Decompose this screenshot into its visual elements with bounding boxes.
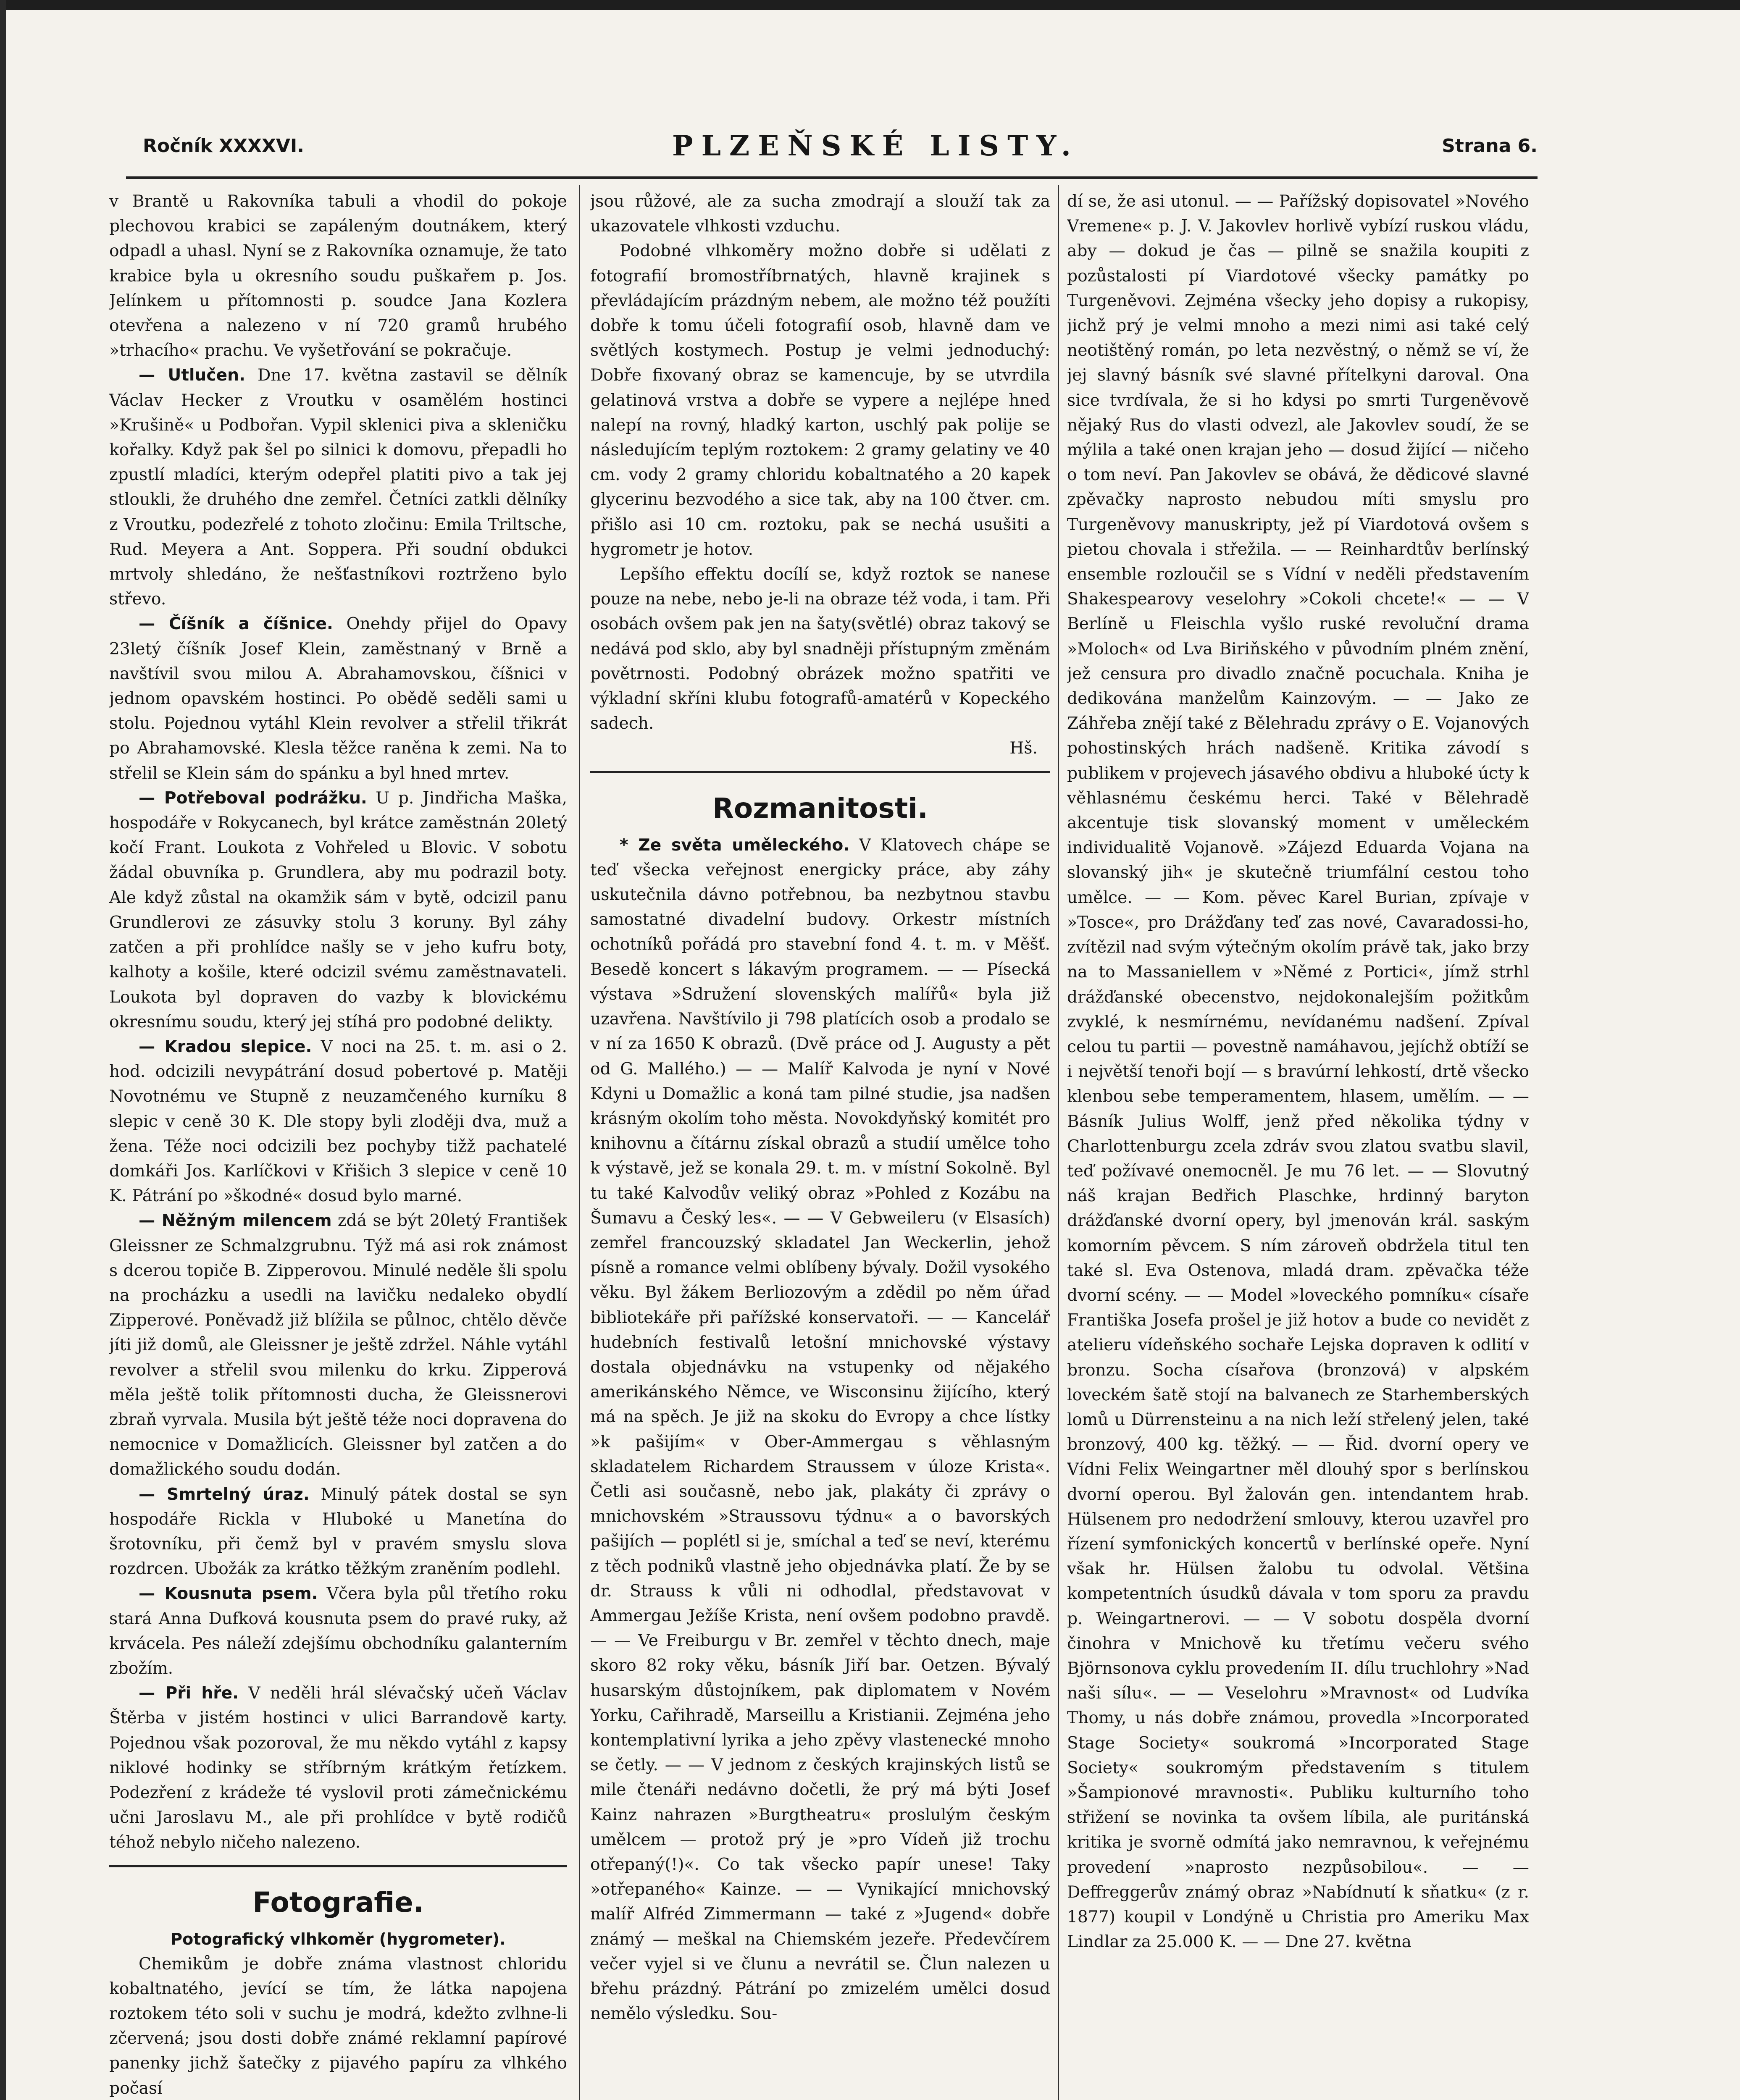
news-headline: — Potřeboval podrážku. [139, 788, 367, 808]
section-heading-rozmanitosti: Rozmanitosti. [712, 792, 928, 824]
news-item [109, 1034, 567, 1208]
news-headline: — Něžným milencem [139, 1211, 332, 1231]
author-signature: Hš. [1009, 739, 1038, 758]
news-body: Dne 17. května zastavil se dělník Václav Hecker z Vroutku v osamělém hostinci »Krušině« u Podbořan. Vypil sklenici piva a skleničku kořalky. Když pak šel po silnici k domovu, přepadli ho zpustlí mladíci, kterým odepřel platiti pivo a tak jej stloukli, že druhého dne zemřel. Četníci zatkli dělníky z Vroutku, podezřelé z tohoto zločinu: Emila Triltsche, Rud. Meyera a Ant. Soppera. Při soudní obdukci mrtvoly shledáno, že nešťastníkovi roztrženo bylo střevo. [109, 366, 567, 609]
news-headline: * Ze světa uměleckého. [620, 835, 850, 855]
scan-top-edge [0, 0, 1740, 10]
news-item [109, 612, 567, 785]
news-body: V Klatovech chápe se teď všecka veřejnost energicky práce, aby záhy uskutečnila dávno potřebnou, ba nezbytnou stavbu samostatné divadelní budovy. Orkestr místních ochotníků pořádá pro stavební fond 4. t. m. v Měšť. Besedě koncert s lákavým programem. — — Písecká výstava »Sdružení slovenských malířů« byla již uzavřena. Navštívilo ji 798 platících osob a prodalo se v ní za 1650 K obrazů. (Dvě práce od J. Augusty a pět od G. Mallého.) — — Malíř Kalvoda je nyní v Nové Kdyni u Domažlic a koná tam pilné studie, jsa nadšen krásným okolím toho města. Novokdyňský komitét pro knihovnu a čítárnu získal obrazů a studií umělce toho k výstavě, jež se konala 29. t. m. v místní Sokolně. Byl tu také Kalvodův veliký obraz »Pohled z Kozábu na Šumavu a Český les«. — — V Gebweileru (v Elsasích) zemřel francouzský skladatel Jan Weckerlin, jehož písně a romance velmi oblíbeny bývaly. Dožil vysokého věku. Byl žákem Berliozovým a zdědil po něm úřad bibliotekáře při pařížské konservatoři. — — Kancelář hudebních festivalů letošní mnichovské výstavy dostala objednávku na vstupenky od nějakého amerikánského Němce, ve Wisconsinu žijícího, který má na spěch. Je již na skoku do Evropy a chce lístky »k pašijím« v Ober-Ammergau s věhlasným skladatelem Richardem Straussem v úloze Krista«. Četli asi současně, nebo jak, plakáty či zprávy o mnichovském »Straussovu týdnu« a o bavorských pašijích — poplétl si je, smíchal a teď se neví, kterému z těch podniků vlastně jeho objednávka platí. Že by se dr. Strauss k vůli ni odhodlal, představovat v Ammergau Ježíše Krista, není ovšem podobno pravdě. — — Ve Freiburgu v Br. zemřel v těchto dnech, maje skoro 82 roky věku, básník Jiří bar. Oetzen. Bývalý husarským důstojníkem, pak diplomatem v Novém Yorku, Cařihradě, Marseillu a Kristianii. Zejména jeho kontemplativní lyrika a jeho zpěvy vlastenecké mnoho se četly. — — V jednom z českých krajinských listů se mile čtenáři nedávno dočetli, že prý má býti Josef Kainz nahrazen »Burgtheatru« proslulým českým umělcem — protož prý je »pro Vídeň již trochu otřepaný(!)«. Co tak všecko papír unese! Taky »otřepaného« Kainze. — — Vynikající mnichovský malíř Alfréd Zimmermann — také z »Jugend« dobře známý — meškal na Chiemském jezeře. Předevčírem večer vyjel si ve člunu a nevrátil se. Člun nalezen u břehu prázdný. Pátrání po zmizelém umělci dosud nemělo výsledku. Sou- [590, 835, 1050, 2024]
volume-number: Ročník XXXXVI. [143, 135, 305, 157]
article-paragraph: Chemikům je dobře známa vlastnost chloridu kobaltnatého, jevící se tím, že látka napojena roztokem této soli v suchu je modrá, kdežto zvlhne-li zčervená; jsou dosti dobře známé reklamní papírové panenky jichž šatečky z pijavého papíru za vlhkého počasí [109, 1954, 567, 2098]
page-header [126, 126, 1538, 176]
news-body: Onehdy přijel do Opavy 23letý číšník Josef Klein, zaměstnaný v Brně a navštívil svou milou A. Abrahamovskou, číšnici v jednom opavském hostinci. Po obědě seděli sami u stolu. Pojednou vytáhl Klein revolver a střelil třikrát po Abrahamovské. Klesla těžce raněna k zemi. Na to střelil se Klein sám do spánku a byl hned mrtev. [109, 614, 567, 783]
scan-left-edge [0, 0, 6, 2100]
news-item [109, 1681, 567, 1855]
news-body: Včera byla půl třetího roku stará Anna Dufková kousnuta psem do pravé ruky, až krvácela. Pes náleží zdejšímu obchodníku galanterním zbožím. [109, 1584, 567, 1678]
newspaper-title: PLZEŇSKÉ LISTY. [672, 129, 1079, 162]
article-paragraph: dí se, že asi utonul. — — Pařížský dopisovatel »Nového Vremene« p. J. V. Jakovlev horlivě vybízí ruskou vládu, aby — dokud je čas — pilně se snažila koupiti z pozůstalosti pí Viardotové všecky památky po Turgeněvovi. Zejména všecky jeho dopisy a rukopisy, jichž prý je velmi mnoho a mezi nimi asi také celý neotištěný román, po leta nezvěstný, o němž se ví, že jej slavný básník své slavné přítelkyni daroval. Ona sice tvrdívala, že si ho kdysi po smrti Turgeněvově nějaký Rus do vlasti odvezl, ale Jakovlev soudí, že se mýlila a také onen krajan jeho — dosud žijící — ničeho o tom neví. Pan Jakovlev se obává, že dědicové slavné zpěvačky naprosto nebudou míti smyslu pro Turgeněvovy manuskripty, jež pí Viardotová ovšem s pietou chovala i střežila. — — Reinhardtův berlínský ensemble rozloučil se s Vídní v neděli představením Shakespearovy veselohry »Cokoli chcete!« — — V Berlíně u Fleischla vyšlo ruské revoluční drama »Moloch« od Lva Biriňského v původním plném znění, jež censura pro divadlo značně pocuchala. Kniha je dedikována manželům Kainzovým. — — Jako ze Záhřeba znějí také z Bělehradu zprávy o E. Vojanových pohostinských hrách nadšeně. Kritika závodí s publikem v projevech jásavého obdivu a hluboké úcty k věhlasnému českému herci. Také v Bělehradě akcentuje tisk slovanský moment v uměleckém individualitě Vojanově. »Zájezd Eduarda Vojana na slovanský jih« je skutečně triumfální cestou toho umělce. — — Kom. pěvec Karel Burian, zpívaje v »Tosce«, pro Drážďany teď zas nové, Cavaradossi-ho, zvítězil nad svým výtečným okolím právě tak, jako brzy na to Massaniellem v »Němé z Portici«, jímž strhl drážďanské obecenstvo, nejdokonalejším požitkům zvyklé, k nesmírnému, nevídanému nadšení. Zpíval celou tu partii — povestně namáhavou, jejíchž obtíží se i největší tenoři bojí — s bravúrní lehkostí, drtě všecko klenbou sebe temperamentem, hlasem, umělím. — — Básník Julius Wolff, jenž před několika týdny v Charlottenburgu zcela zdráv svou zlatou svatbu slavil, teď požívavé onemocněl. Je mu 76 let. — — Slovutný náš krajan Bedřich Plaschke, hrdinný baryton drážďanské dvorní opery, byl jmenován král. saským komorním pěvcem. S ním zároveň obdržela titul ten také sl. Eva Ostenova, mladá dram. zpěvačka téže dvorní scény. — — Model »loveckého pomníku« císaře Františka Josefa prošel je již hotov a bude co nevidět z atelieru vídeňského sochaře Lejska dopraven k odlití v bronzu. Socha císařova (bronzová) v alpském loveckém šatě stojí na balvanech ze Starhemberských lomů u Dürrensteinu a na nich leží střelený jelen, také bronzový, 400 kg. těžký. — — Řid. dvorní opery ve Vídni Felix Weingartner měl dlouhý spor s berlínskou dvorní operou. Byl žalován gen. intendantem hrab. Hülsenem pro nedodržení smlouvy, kterou uzavřel pro řízení symfonických koncertů v berlínské opeře. Nyní však hr. Hülsen žalobu tu odvolal. Většina kompetentních úsudků dávala v tom sporu za pravdu p. Weingartnerovi. — — V sobotu dospěla dvorní činohra v Mnichově ku třetímu večeru svého Björnsonova cyklu provedením II. dílu truchlohry »Nad naši sílu«. — — Veselohru »Mravnost« od Ludvíka Thomy, u nás dobře známou, provedla »Incorporated Stage Society« soukromá »Incorporated Stage Society« soukromým představením s titulem »Šampionové mravnosti«. Publiku kulturního toho střižení se novinka ta ovšem líbila, ale puritánská kritika je svorně odmítá jako nemravnou, k veřejnému provedení »naprosto nezpůsobilou«. — — Deffreggerův známý obraz »Nabídnutí k sňatku« (z r. 1877) koupil v Londýně u Christia pro Ameriku Max Lindlar za 25.000 K. — — Dne 27. května [1067, 192, 1529, 1952]
section-rule [109, 1865, 567, 1867]
news-headline: — Kousnuta psem. [139, 1584, 318, 1604]
news-item [109, 1482, 567, 1582]
news-body: Minulý pátek dostal se syn hospodáře Rickla v Hluboké u Manetína do šrotovníku, při čemž byl v pravém smyslu slova rozdrcen. Ubožák za krátko těžkým zraněním podlehl. [109, 1485, 567, 1579]
article-paragraph: jsou růžové, ale za sucha zmodrají a slouží tak za ukazovatele vlhkosti vzduchu. [590, 192, 1050, 236]
column-1 [109, 189, 567, 2100]
page-number: Strana 6. [1442, 135, 1538, 157]
news-headline: — Smrtelný úraz. [139, 1485, 310, 1504]
column-2 [590, 189, 1050, 2100]
article-paragraph: v Brantě u Rakovníka tabuli a vhodil do pokoje plechovou krabici se zapáleným doutnákem, který odpadl a uhasl. Nyní se z Rakovníka oznamuje, že tato krabice byla u okresního soudu puškařem p. Jos. Jelínkem u přítomnosti p. soudce Jana Kozlera otevřena a nalezeno v ní 720 gramů hrubého »trhacího« prachu. Ve vyšetřování se pokračuje. [109, 192, 567, 360]
news-item [590, 833, 1050, 2026]
news-body: zdá se být 20letý František Gleissner ze Schmalzgrubnu. Týž má asi rok známost s dcerou topiče B. Zipperovou. Minulé neděle šli spolu na procházku a usedli na lavičku nedaleko obydlí Zipperové. Poněvadž již blížila se půlnoc, chtělo děvče jíti již domů, ale Gleissner je ještě zdržel. Náhle vytáhl revolver a střelil svou milenku do krku. Zipperová měla ještě tolik přítomnosti ducha, že Gleissnerovi zbraň vyrvala. Musila být ještě téže noci dopravena do nemocnice v Domažlicích. Gleissner byl zatčen a do domažlického soudu dodán. [109, 1211, 567, 1479]
news-headline: — Utlučen. [139, 366, 245, 385]
article-subheading: Potografický vlhkoměr (hygrometer). [171, 1929, 506, 1948]
article-paragraph: Lepšího effektu docílí se, když roztok se nanese pouze na nebe, nebo je-li na obraze též voda, i tam. Při osobách ovšem pak jen na šaty(světlé) obraz takový se nedává pod sklo, aby byl snadněji přístupným změnám povětrnosti. Podobný obrázek možno spatřiti ve výkladní skříni klubu fotografů-amatérů v Kopeckého sadech. [590, 565, 1050, 733]
news-item [109, 363, 567, 612]
news-body: V neděli hrál slévačský učeň Václav Štěrba v jistém hostinci v ulici Barrandově karty. Pojednou však pozoroval, že mu někdo vytáhl z kapsy niklové hodinky se stříbrným krátkým řetízkem. Podezření z krádeže té vyslovil proti zámečnickému učni Jaroslavu M., ale při prohlídce v bytě rodičů téhož nebylo ničeho nalezeno. [109, 1684, 567, 1852]
section-heading-fotografie: Fotografie. [252, 1886, 424, 1919]
news-body: U p. Jindřicha Maška, hospodáře v Rokycanech, byl krátce zaměstnán 20letý kočí Frant. Loukota z Vohřeled u Blovic. V sobotu žádal obuvníka p. Grundlera, aby mu podrazil boty. Ale když zůstal na okamžik sám v bytě, odcizil panu Grundlerovi ze zásuvky stolu 3 koruny. Byl záhy zatčen a při prohlídce našly se v jeho kufru boty, kalhoty a košile, které odcizil svému zaměstnavateli. Loukota byl dopraven do vazby k blovickému okresnímu soudu, který jej stíhá pro podobné delikty. [109, 788, 567, 1032]
news-headline: — Při hře. [139, 1684, 239, 1703]
news-item [109, 1581, 567, 1681]
header-rule [126, 176, 1538, 179]
column-3 [1067, 189, 1529, 2100]
column-divider [579, 185, 580, 2100]
news-headline: — Číšník a číšnice. [139, 614, 333, 634]
article-paragraph: Podobné vlhkoměry možno dobře si udělati z fotografií bromostříbrnatých, hlavně krajinek s převládajícím prázdným nebem, ale možno též použíti dobře k tomu účeli fotografií osob, hlavně dam ve světlých kostymech. Postup je velmi jednoduchý: Dobře fixovaný obraz se kamencuje, by se utvrdila gelatinová vrstva a dobře se vypere a nejlépe hned nalepí na rovný, hladký karton, uschlý pak polije se následujícím teplým roztokem: 2 gramy gelatiny ve 40 cm. vody 2 gramy chloridu kobaltnatého a 20 kapek glycerinu bezvodého a sice tak, aby na 100 čtver. cm. přišlo asi 10 cm. roztoku, pak se nechá usušiti a hygrometr je hotov. [590, 242, 1050, 559]
column-divider [1058, 185, 1059, 2100]
news-item [109, 786, 567, 1034]
news-headline: — Kradou slepice. [139, 1037, 312, 1056]
section-rule [590, 771, 1050, 773]
news-item [109, 1208, 567, 1482]
news-body: V noci na 25. t. m. asi o 2. hod. odcizili nevypátrání dosud pobertové p. Matěji Novotnému ve Stupně z neuzamčeného kurníku 8 slepic v ceně 30 K. Dle stopy byli zloději dva, muž a žena. Téže noci odcizili bez pochyby tižž pachatelé domkáři Jos. Karlíčkovi v Křišich 3 slepice v ceně 10 K. Pátrání po »škodné« dosud bylo marné. [109, 1037, 567, 1206]
